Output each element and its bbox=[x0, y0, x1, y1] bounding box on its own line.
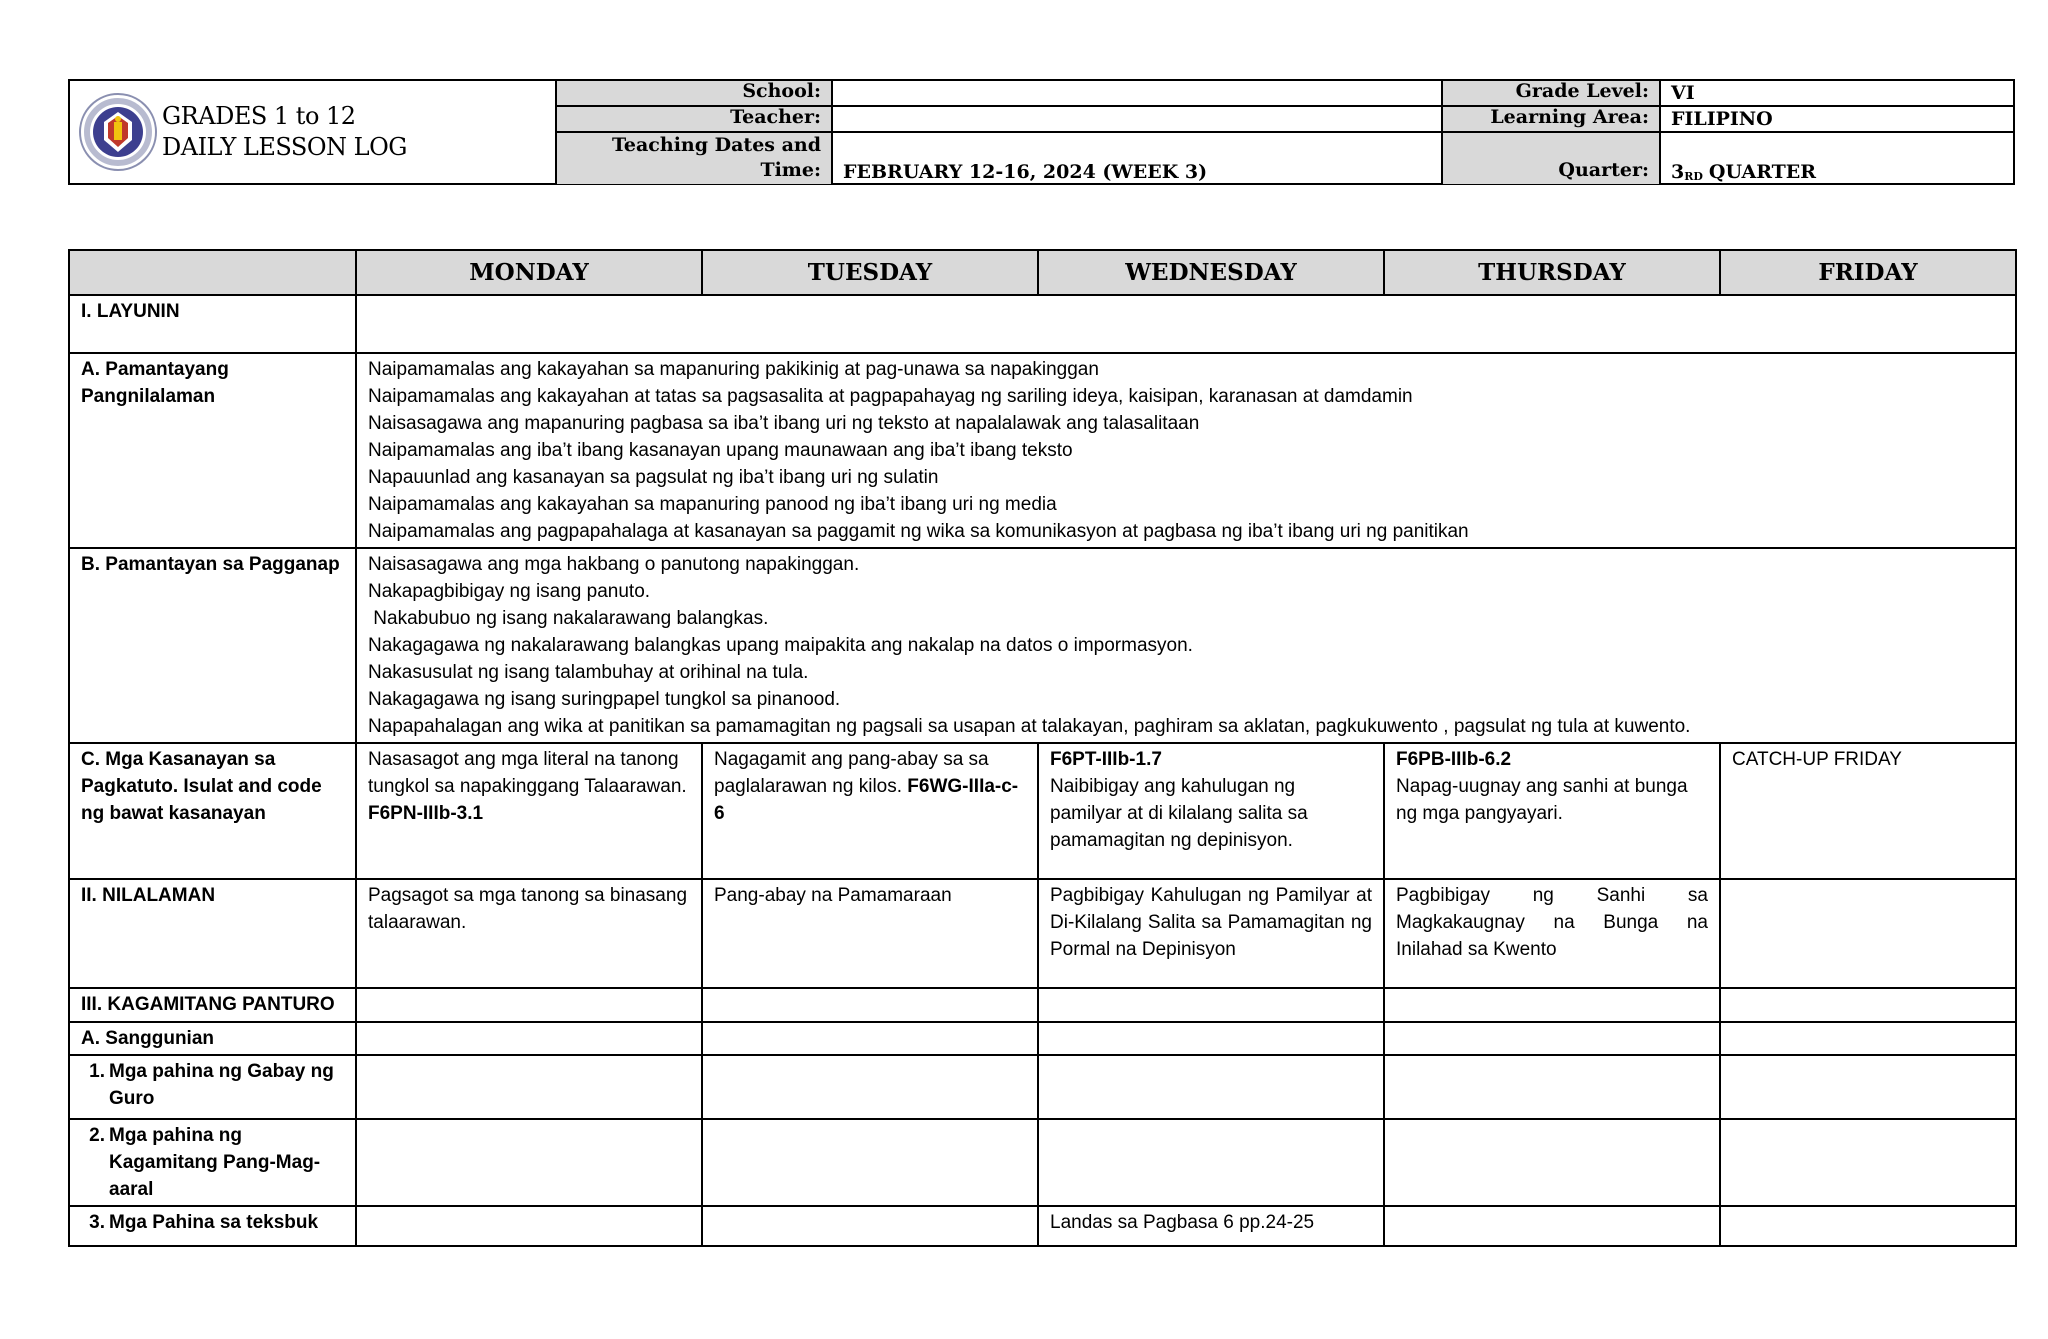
nilalaman-row bbox=[69, 879, 2016, 988]
table-cell bbox=[1384, 988, 1720, 1022]
table-cell bbox=[1720, 1119, 2016, 1206]
label-line: Pangnilalaman bbox=[81, 386, 216, 407]
brand-title-line1: GRADES 1 to 12 bbox=[162, 102, 356, 130]
table-cell bbox=[1720, 1022, 2016, 1055]
item-number: 3. bbox=[89, 1212, 105, 1233]
kasanayan-wednesday bbox=[1038, 743, 1384, 879]
list-item: Naisasagawa ang mga hakbang o panutong napakinggan. bbox=[368, 554, 860, 575]
item-label: Mga pahina ng Kagamitang Pang-Mag-aaral bbox=[109, 1125, 321, 1200]
kagamitang-panturo-label: III. KAGAMITANG PANTURO bbox=[69, 988, 356, 1022]
list-item: Naipamamalas ang kakayahan sa mapanuring pakikinig at pag-unawa sa napakinggan bbox=[368, 359, 1099, 380]
table-cell bbox=[702, 1022, 1038, 1055]
kasanayan-label bbox=[69, 743, 356, 879]
table-cell bbox=[702, 1055, 1038, 1119]
layunin-cell bbox=[356, 295, 2016, 353]
list-item: Naipamamalas ang kakayahan sa mapanuring panood ng iba’t ibang uri ng media bbox=[368, 494, 1057, 515]
label-line: C. Mga Kasanayan sa bbox=[81, 749, 276, 770]
item-label: Mga Pahina sa teksbuk bbox=[109, 1212, 319, 1233]
table-cell bbox=[1038, 1119, 1384, 1206]
competency-text: Naibibigay ang kahulugan ng pamilyar at di kilalang salita sa pamamagitan ng depinisyon. bbox=[1050, 776, 1308, 851]
table-cell bbox=[1384, 1055, 1720, 1119]
item-number: 2. bbox=[89, 1125, 105, 1146]
teacher-label: Teacher: bbox=[557, 107, 833, 133]
list-item: Nakagagawa ng isang suringpapel tungkol sa pinanood. bbox=[368, 689, 841, 710]
item-label: Mga pahina ng Gabay ng Guro bbox=[109, 1061, 334, 1109]
list-item: Naisasagawa ang mapanuring pagbasa sa iba’t ibang uri ng teksto at napalalawak ang talasalitaan bbox=[368, 413, 1200, 434]
header-info-grid bbox=[557, 81, 2013, 183]
gabay-guro-label bbox=[69, 1055, 356, 1119]
teaching-dates-label-line2: Time: bbox=[760, 159, 821, 181]
table-cell bbox=[1384, 1022, 1720, 1055]
pamantayan-sa-pagganap-content bbox=[356, 548, 2016, 743]
brand-block bbox=[70, 81, 557, 183]
day-header-monday: MONDAY bbox=[356, 250, 702, 295]
grade-level-label: Grade Level: bbox=[1443, 81, 1661, 107]
teaching-dates-value: FEBRUARY 12-16, 2024 (WEEK 3) bbox=[833, 133, 1443, 184]
table-cell bbox=[356, 1119, 702, 1206]
teaching-dates-label bbox=[557, 133, 833, 184]
brand-title-line2: DAILY LESSON LOG bbox=[162, 133, 407, 161]
quarter-label: Quarter: bbox=[1443, 133, 1661, 184]
list-item: Nakasusulat ng isang talambuhay at orihinal na tula. bbox=[368, 662, 809, 683]
quarter-number: 3 bbox=[1671, 161, 1685, 183]
table-cell bbox=[1720, 1055, 2016, 1119]
kagamitang-mag-aaral-row bbox=[69, 1119, 2016, 1206]
nilalaman-friday bbox=[1720, 879, 2016, 988]
table-cell bbox=[356, 1206, 702, 1246]
teacher-field[interactable] bbox=[833, 107, 1443, 133]
teksbuk-row bbox=[69, 1206, 2016, 1246]
list-item: Naipamamalas ang iba’t ibang kasanayan upang maunawaan ang iba’t ibang teksto bbox=[368, 440, 1073, 461]
gabay-guro-row bbox=[69, 1055, 2016, 1119]
table-cell bbox=[1038, 988, 1384, 1022]
kasanayan-tuesday bbox=[702, 743, 1038, 879]
nilalaman-label: II. NILALAMAN bbox=[69, 879, 356, 988]
nilalaman-thursday: Pagbibigay ng Sanhi sa Magkakaugnay na Bunga na Inilahad sa Kwento bbox=[1384, 879, 1720, 988]
quarter-value bbox=[1661, 133, 2013, 184]
day-header-wednesday: WEDNESDAY bbox=[1038, 250, 1384, 295]
kasanayan-monday bbox=[356, 743, 702, 879]
sanggunian-row bbox=[69, 1022, 2016, 1055]
learning-area-value: FILIPINO bbox=[1661, 107, 2013, 133]
list-item: Naipamamalas ang kakayahan at tatas sa pagsasalita at pagpapahayag ng sariling ideya, kaisipan, karanasan at damdamin bbox=[368, 386, 1413, 407]
list-item: Napauunlad ang kasanayan sa pagsulat ng iba’t ibang uri ng sulatin bbox=[368, 467, 939, 488]
pamantayang-pangnilalaman-label bbox=[69, 353, 356, 548]
nilalaman-monday: Pagsagot sa mga tanong sa binasang talaarawan. bbox=[356, 879, 702, 988]
table-cell bbox=[1720, 988, 2016, 1022]
kasanayan-thursday bbox=[1384, 743, 1720, 879]
table-cell bbox=[702, 988, 1038, 1022]
teaching-dates-label-line1: Teaching Dates and bbox=[611, 134, 821, 156]
competency-code: F6PB-IIIb-6.2 bbox=[1396, 749, 1512, 770]
kasanayan-friday: CATCH-UP FRIDAY bbox=[1720, 743, 2016, 879]
day-header-tuesday: TUESDAY bbox=[702, 250, 1038, 295]
table-cell bbox=[356, 1055, 702, 1119]
day-header-friday: FRIDAY bbox=[1720, 250, 2016, 295]
school-label: School: bbox=[557, 81, 833, 107]
sanggunian-label: A. Sanggunian bbox=[69, 1022, 356, 1055]
table-cell bbox=[702, 1206, 1038, 1246]
label-line: ng bawat kasanayan bbox=[81, 803, 266, 824]
item-number: 1. bbox=[89, 1061, 105, 1082]
layunin-row bbox=[69, 295, 2016, 353]
day-header-thursday: THURSDAY bbox=[1384, 250, 1720, 295]
competency-code: F6PT-IIIb-1.7 bbox=[1050, 749, 1162, 770]
competency-code: F6WG-IIIa-c-6 bbox=[714, 776, 1019, 824]
table-cell bbox=[702, 1119, 1038, 1206]
teksbuk-wednesday: Landas sa Pagbasa 6 pp.24-25 bbox=[1038, 1206, 1384, 1246]
label-line: A. Pamantayang bbox=[81, 359, 229, 380]
competency-text: Nasasagot ang mga literal na tanong tungkol sa napakinggang Talaarawan. bbox=[368, 749, 687, 797]
table-cell bbox=[1038, 1055, 1384, 1119]
kagamitang-panturo-row bbox=[69, 988, 2016, 1022]
brand-title bbox=[162, 101, 407, 163]
grade-level-value: VI bbox=[1661, 81, 2013, 107]
list-item: Nakapagbibigay ng isang panuto. bbox=[368, 581, 651, 602]
quarter-ordinal: RD bbox=[1684, 170, 1703, 183]
nilalaman-wednesday: Pagbibigay Kahulugan ng Pamilyar at Di-Kilalang Salita sa Pamamagitan ng Pormal na Depinisyon bbox=[1038, 879, 1384, 988]
deped-seal-icon bbox=[78, 92, 158, 172]
label-line: Pagkatuto. Isulat and code bbox=[81, 776, 322, 797]
list-item: Napapahalagan ang wika at panitikan sa pamamagitan ng pagsali sa usapan at talakayan, paghiram sa aklatan, pagkukuwento , pagsulat ng tula at kuwento. bbox=[368, 716, 1691, 737]
pamantayang-pangnilalaman-content bbox=[356, 353, 2016, 548]
teksbuk-label bbox=[69, 1206, 356, 1246]
kasanayan-row bbox=[69, 743, 2016, 879]
table-cell bbox=[356, 988, 702, 1022]
quarter-word: QUARTER bbox=[1708, 161, 1817, 183]
table-cell bbox=[1384, 1206, 1720, 1246]
corner-cell bbox=[69, 250, 356, 295]
layunin-label: I. LAYUNIN bbox=[69, 295, 356, 353]
school-field[interactable] bbox=[833, 81, 1443, 107]
competency-text: Nagagamit ang pang-abay sa sa paglalarawan ng kilos. bbox=[714, 749, 989, 797]
pamantayan-sa-pagganap-row bbox=[69, 548, 2016, 743]
kagamitang-mag-aaral-label bbox=[69, 1119, 356, 1206]
competency-text: Napag-uugnay ang sanhi at bunga ng mga pangyayari. bbox=[1396, 776, 1688, 824]
pamantayang-pangnilalaman-row bbox=[69, 353, 2016, 548]
competency-code: F6PN-IIIb-3.1 bbox=[368, 803, 484, 824]
lesson-log-header bbox=[68, 79, 2015, 185]
list-item: Nakabubuo ng isang nakalarawang balangkas. bbox=[368, 608, 769, 629]
list-item: Nakagagawa ng nakalarawang balangkas upang maipakita ang nakalap na datos o impormasyon. bbox=[368, 635, 1193, 656]
table-cell bbox=[1038, 1022, 1384, 1055]
day-header-row bbox=[69, 250, 2016, 295]
lesson-table bbox=[68, 249, 2017, 1247]
table-cell bbox=[1384, 1119, 1720, 1206]
table-cell bbox=[1720, 1206, 2016, 1246]
table-cell bbox=[356, 1022, 702, 1055]
pamantayan-sa-pagganap-label: B. Pamantayan sa Pagganap bbox=[69, 548, 356, 743]
list-item: Naipamamalas ang pagpapahalaga at kasanayan sa paggamit ng wika sa komunikasyon at pagbasa ng iba’t ibang uri ng panitikan bbox=[368, 521, 1469, 542]
learning-area-label: Learning Area: bbox=[1443, 107, 1661, 133]
nilalaman-tuesday: Pang-abay na Pamamaraan bbox=[702, 879, 1038, 988]
